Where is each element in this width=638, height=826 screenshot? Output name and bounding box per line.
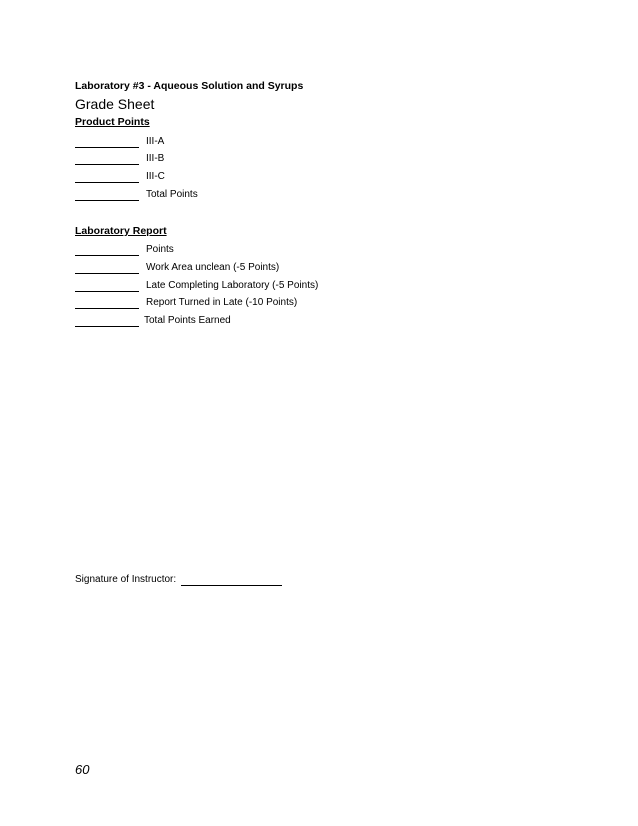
laboratory-report-heading: Laboratory Report: [75, 225, 167, 237]
signature-label: Signature of Instructor:: [75, 574, 177, 585]
row-label: Total Points Earned: [144, 315, 231, 326]
laboratory-report-row: [75, 313, 231, 327]
product-points-row: [75, 134, 164, 148]
row-label: Late Completing Laboratory (-5 Points): [146, 280, 319, 291]
row-label: III-B: [146, 153, 165, 164]
score-blank-line[interactable]: [75, 314, 139, 327]
instructor-signature: [75, 573, 282, 586]
score-blank-line[interactable]: [75, 279, 139, 292]
row-label: III-A: [146, 136, 165, 147]
document-title: Laboratory #3 - Aqueous Solution and Syrups: [75, 80, 304, 92]
page-number: 60: [75, 762, 90, 777]
score-blank-line[interactable]: [75, 152, 139, 165]
product-points-row: [75, 169, 165, 183]
row-label: Points: [146, 244, 174, 255]
score-blank-line[interactable]: [75, 243, 139, 256]
row-label: Total Points: [146, 189, 198, 200]
row-label: Report Turned in Late (-10 Points): [146, 297, 298, 308]
laboratory-report-row: [75, 260, 279, 274]
product-points-row: [75, 151, 164, 165]
row-label: III-C: [146, 171, 165, 182]
score-blank-line[interactable]: [75, 296, 139, 309]
row-label: Work Area unclean (-5 Points): [146, 262, 280, 273]
product-points-row: [75, 187, 198, 201]
signature-blank-line[interactable]: [181, 573, 282, 586]
score-blank-line[interactable]: [75, 261, 139, 274]
product-points-heading: Product Points: [75, 116, 150, 128]
score-blank-line[interactable]: [75, 170, 139, 183]
score-blank-line[interactable]: [75, 188, 139, 201]
score-blank-line[interactable]: [75, 135, 139, 148]
laboratory-report-row: [75, 278, 318, 292]
laboratory-report-row: [75, 295, 297, 309]
document-subtitle: Grade Sheet: [75, 96, 155, 112]
laboratory-report-row: [75, 242, 174, 256]
